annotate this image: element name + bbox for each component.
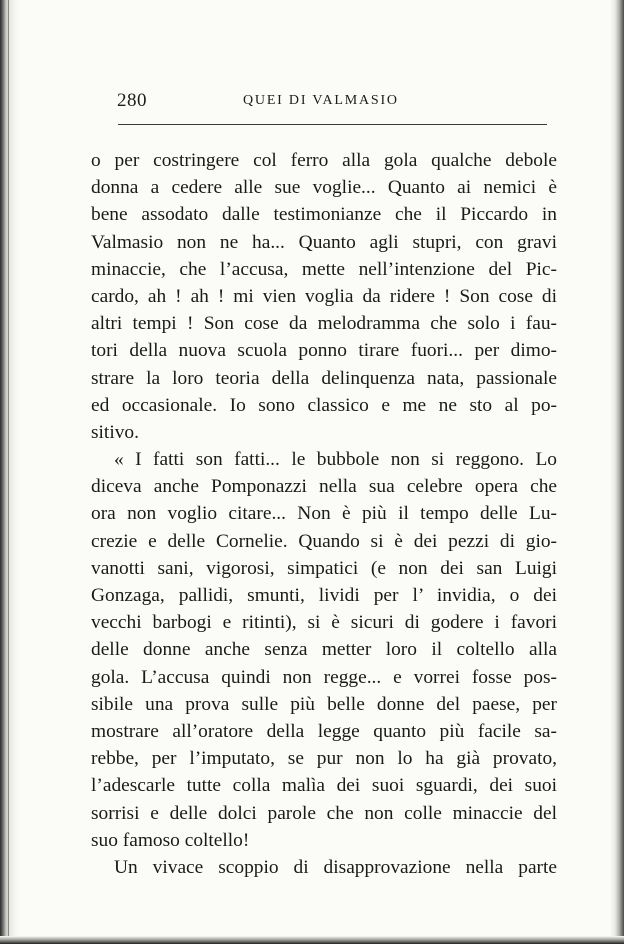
text-line: Un vivace scoppio di disapprovazione nella parte bbox=[114, 856, 557, 878]
text-line: Valmasio non ne ha... Quanto agli stupri, con gravi bbox=[91, 231, 557, 253]
text-line: vecchi barbogi e ritinti), si è sicuri di godere i favori bbox=[91, 612, 557, 634]
text-line: Gonzaga, pallidi, smunti, lividi per l’ invidia, o dei bbox=[91, 585, 557, 606]
text-line: ora non voglio citare... Non è più il tempo delle Lu- bbox=[91, 503, 557, 525]
text-line: l’adescarle tutte colla malìa dei suoi sguardi, dei suoi bbox=[91, 775, 557, 797]
text-line: ed occasionale. Io sono classico e me ne sto al po- bbox=[91, 394, 557, 416]
text-line: suo famoso coltello! bbox=[91, 829, 250, 851]
paragraph bbox=[91, 446, 557, 854]
text-line: gola. L’accusa quindi non regge... e vorrei fosse pos- bbox=[91, 666, 557, 688]
header-rule bbox=[118, 124, 547, 125]
text-line: o per costringere col ferro alla gola qualche debole bbox=[91, 150, 557, 171]
text-line: strare la loro teoria della delinquenza nata, passionale bbox=[91, 367, 557, 389]
gutter-line bbox=[8, 0, 9, 944]
page-right-edge bbox=[610, 0, 624, 944]
paragraph bbox=[91, 147, 557, 446]
text-line: delle donne anche senza metter loro il coltello alla bbox=[91, 639, 557, 661]
paragraph bbox=[91, 854, 557, 881]
text-line: rebbe, per l’imputato, se pur non lo ha già provato, bbox=[91, 748, 557, 770]
running-title: QUEI DI VALMASIO bbox=[243, 93, 399, 108]
text-line: sitivo. bbox=[91, 421, 139, 443]
page-number: 280 bbox=[117, 90, 147, 111]
text-line: altri tempi ! Son cose da melodramma che solo i fau- bbox=[91, 313, 557, 335]
text-line: sorrisi e delle dolci parole che non colle minaccie del bbox=[91, 802, 557, 824]
text-line: diceva anche Pomponazzi nella sua celebre opera che bbox=[91, 476, 557, 498]
text-line: tori della nuova scuola ponno tirare fuori... per dimo- bbox=[91, 340, 557, 362]
text-line: minaccie, che l’accusa, mette nell’intenzione del Pic- bbox=[91, 258, 557, 280]
binding-gutter bbox=[0, 0, 20, 944]
text-line: sibile una prova sulle più belle donne del paese, per bbox=[91, 693, 557, 715]
text-line: mostrare all’oratore della legge quanto più facile sa- bbox=[91, 720, 557, 742]
text-line: « I fatti son fatti... le bubbole non si reggono. Lo bbox=[114, 449, 557, 471]
text-line: vanotti sani, vigorosi, simpatici (e non dei san Luigi bbox=[91, 557, 557, 579]
text-line: donna a cedere alle sue voglie... Quanto ai nemici è bbox=[91, 177, 557, 199]
running-header bbox=[117, 90, 547, 116]
text-line: cardo, ah ! ah ! mi vien voglia da ridere ! Son cose di bbox=[91, 285, 557, 307]
body-text bbox=[91, 147, 557, 881]
text-line: bene assodato dalle testimonianze che il Piccardo in bbox=[91, 204, 557, 226]
page-bottom-edge bbox=[0, 936, 624, 944]
text-line: crezie e delle Cornelie. Quando si è dei pezzi di gio- bbox=[91, 530, 557, 552]
